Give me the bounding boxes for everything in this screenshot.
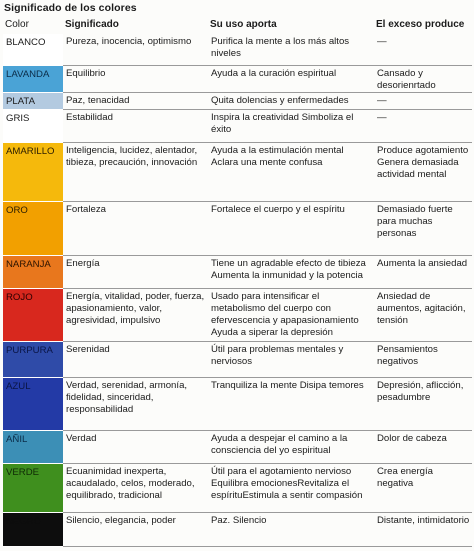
color-name: ROJO	[6, 292, 33, 303]
color-meaning-table	[3, 15, 472, 547]
table-row	[3, 34, 472, 66]
color-swatch	[3, 143, 63, 202]
color-name: NEGRO	[6, 516, 42, 527]
table-row	[3, 342, 472, 378]
color-swatch	[3, 464, 63, 513]
exceso-cell: —	[374, 110, 472, 143]
table-header-row	[3, 15, 472, 34]
table-row	[3, 378, 472, 431]
table-row	[3, 256, 472, 289]
color-name: PLATA	[6, 96, 35, 107]
significado-cell: Energía	[63, 256, 208, 289]
table-row	[3, 110, 472, 143]
uso-cell: Quita dolencias y enfermedades	[208, 93, 374, 110]
color-name: VERDE	[6, 467, 40, 478]
exceso-cell: Aumenta la ansiedad	[374, 256, 472, 289]
table-row	[3, 202, 472, 256]
exceso-cell: Demasiado fuerte para muchas personas	[374, 202, 472, 256]
color-name: NARANJA	[6, 259, 51, 270]
uso-cell: Ayuda a la curación espiritual	[208, 66, 374, 93]
table-row	[3, 464, 472, 513]
significado-cell: Fortaleza	[63, 202, 208, 256]
exceso-cell: Cansado y desorienrtado	[374, 66, 472, 93]
significado-cell: Serenidad	[63, 342, 208, 378]
header-significado: Significado	[65, 19, 119, 30]
uso-cell: Fortalece el cuerpo y el espíritu	[208, 202, 374, 256]
uso-cell: Inspira la creatividad Simboliza el éxito	[208, 110, 374, 143]
uso-cell: Ayuda a despejar el camino a la consciencia del yo espiritual	[208, 431, 374, 464]
uso-cell: Purifica la mente a los más altos niveles	[208, 34, 374, 66]
uso-cell: Tiene un agradable efecto de tibieza Aumenta la inmunidad y la potencia	[208, 256, 374, 289]
color-swatch	[3, 34, 63, 66]
color-name: AMARILLO	[6, 146, 55, 157]
uso-cell: Usado para intensificar el metabolismo del cuerpo con efervescencia y apapasionamiento Ayuda a siperar la depresión	[208, 289, 374, 342]
color-swatch	[3, 110, 63, 143]
significado-cell: Estabilidad	[63, 110, 208, 143]
table-row	[3, 431, 472, 464]
uso-cell: Tranquiliza la mente Disipa temores	[208, 378, 374, 431]
significado-cell: Inteligencia, lucidez, alentador, tibieza, precaución, innovación	[63, 143, 208, 202]
header-exceso: El exceso produce	[376, 19, 465, 30]
color-swatch	[3, 202, 63, 256]
table-body	[3, 34, 472, 547]
exceso-cell: —	[374, 34, 472, 66]
color-swatch	[3, 342, 63, 378]
color-swatch	[3, 378, 63, 431]
color-name: BLANCO	[6, 37, 46, 48]
significado-cell: Verdad, serenidad, armonía, fidelidad, sinceridad, responsabilidad	[63, 378, 208, 431]
color-name: GRIS	[6, 113, 30, 124]
exceso-cell: Ansiedad de aumentos, agitación, tensión	[374, 289, 472, 342]
uso-cell: Paz. Silencio	[208, 513, 374, 547]
table-row	[3, 143, 472, 202]
exceso-cell: Produce agotamiento Genera demasiada actividad mental	[374, 143, 472, 202]
color-swatch	[3, 93, 63, 110]
table-row	[3, 66, 472, 93]
exceso-cell: Crea energía negativa	[374, 464, 472, 513]
exceso-cell: Depresión, aflicción, pesadumbre	[374, 378, 472, 431]
table-row	[3, 289, 472, 342]
significado-cell: Equilibrio	[63, 66, 208, 93]
table-row	[3, 93, 472, 110]
uso-cell: Útil para el agotamiento nervioso Equilibra emocionesRevitaliza el espírituEstimula a sentir compasión	[208, 464, 374, 513]
color-name: AZUL	[6, 381, 31, 392]
exceso-cell: Dolor de cabeza	[374, 431, 472, 464]
color-name: LAVANDA	[6, 69, 50, 80]
color-name: PURPURA	[6, 345, 53, 356]
significado-cell: Silencio, elegancia, poder	[63, 513, 208, 547]
color-name: ORO	[6, 205, 28, 216]
significado-cell: Verdad	[63, 431, 208, 464]
color-swatch	[3, 513, 63, 547]
significado-cell: Paz, tenacidad	[63, 93, 208, 110]
color-swatch	[3, 66, 63, 93]
significado-cell: Ecuanimidad inexperta, acaudalado, celos, moderado, equilibrado, tradicional	[63, 464, 208, 513]
uso-cell: Útil para problemas mentales y nerviosos	[208, 342, 374, 378]
header-uso: Su uso aporta	[210, 19, 277, 30]
header-color: Color	[5, 19, 29, 30]
color-swatch	[3, 289, 63, 342]
color-swatch	[3, 431, 63, 464]
uso-cell: Ayuda a la estimulación mental Aclara una mente confusa	[208, 143, 374, 202]
exceso-cell: Distante, intimidatorio	[374, 513, 472, 547]
color-name: AÑIL	[6, 434, 28, 445]
exceso-cell: —	[374, 93, 472, 110]
color-swatch	[3, 256, 63, 289]
document-title: Significado de los colores	[4, 2, 137, 14]
table-row	[3, 513, 472, 547]
significado-cell: Pureza, inocencia, optimismo	[63, 34, 208, 66]
exceso-cell: Pensamientos negativos	[374, 342, 472, 378]
significado-cell: Energía, vitalidad, poder, fuerza, apasionamiento, valor, agresividad, impulsivo	[63, 289, 208, 342]
